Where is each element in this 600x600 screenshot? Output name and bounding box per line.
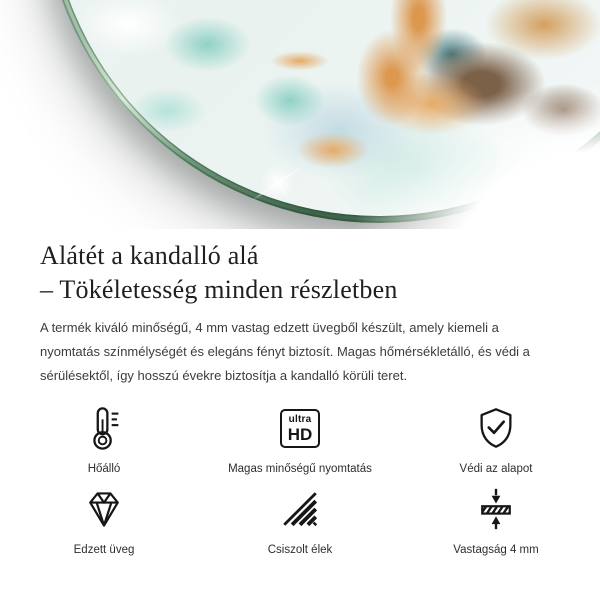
page-title-line2: – Tökéletesség minden részletben: [40, 275, 398, 305]
feature-heat-resistant: [6, 404, 202, 475]
feature-label: Csiszolt élek: [267, 544, 333, 557]
feature-protects-base: [398, 404, 594, 475]
feature-thickness: [398, 485, 594, 556]
feature-label: Hőálló: [87, 463, 121, 476]
feature-high-quality-print: [202, 404, 398, 475]
feature-grid: [0, 404, 600, 556]
product-info: [0, 239, 600, 388]
thermometer-icon: [81, 404, 127, 452]
polished-edges-icon: [278, 485, 322, 533]
shield-check-icon: [473, 404, 519, 452]
glass-pad-edge: [42, 0, 600, 223]
page-title: [40, 239, 560, 307]
product-photo: [0, 0, 600, 229]
feature-label: Védi az alapot: [459, 463, 533, 476]
feature-tempered-glass: [6, 485, 202, 556]
ultra-hd-icon: ultra HD: [280, 404, 321, 452]
glass-pad-marble-surface: [49, 0, 600, 216]
feature-polished-edges: [202, 485, 398, 556]
feature-label: Vastagság 4 mm: [453, 544, 539, 557]
diamond-icon: [81, 485, 127, 533]
product-description: A termék kiváló minőségű, 4 mm vastag edzett üvegből készült, amely kiemeli a nyomtatás színmélységét és elegáns fényt biztosít. Magas hőmérsékletálló, és védi a sérülésektől, így hosszú évekre biztosítja a kandalló körüli teret.: [40, 320, 530, 384]
page-title-line1: Alátét a kandalló alá: [40, 241, 259, 270]
feature-label: Edzett üveg: [73, 544, 135, 557]
feature-label: Magas minőségű nyomtatás: [228, 463, 372, 476]
thickness-icon: [474, 485, 518, 533]
